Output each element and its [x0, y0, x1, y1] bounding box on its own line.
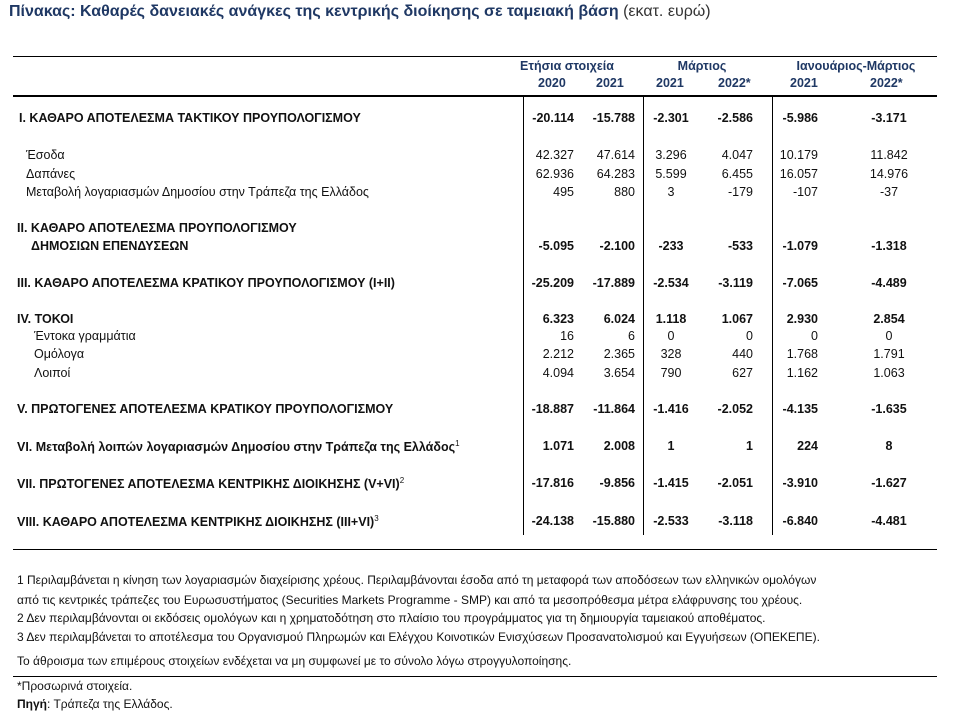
table-cell: 62.936 — [535, 167, 574, 181]
table-cell: 328 — [660, 347, 682, 361]
table-cell: 16 — [560, 329, 574, 343]
footnote-ref: 2 — [399, 476, 405, 485]
table-cell: 42.327 — [535, 148, 574, 162]
table-cell: 0 — [746, 329, 753, 343]
row-label: III. ΚΑΘΑΡΟ ΑΠΟΤΕΛΕΣΜΑ ΚΡΑΤΙΚΟΥ ΠΡΟΥΠΟΛΟΓΙΣΜΟΥ (I+II) — [17, 276, 395, 290]
footnote-line: 3 Δεν περιλαμβάνεται το αποτέλεσμα του Οργανισμού Πληρωμών και Ελέγχου Κοινοτικών Ενισχύσεων Προσανατολισμού και Εγγυήσεων (ΟΠΕΚΕΠΕ). — [17, 630, 820, 644]
year-header: 2022* — [870, 76, 903, 90]
table-cell: -1.416 — [653, 402, 689, 416]
table-cell: -233 — [658, 239, 684, 253]
table-row — [0, 221, 956, 257]
provisional-note: *Προσωρινά στοιχεία. — [17, 679, 133, 693]
table-cell: -1.079 — [782, 239, 818, 253]
table-cell: -3.119 — [718, 276, 753, 290]
footnote-line: 2 Δεν περιλαμβάνονται οι εκδόσεις ομολόγων και η χρηματοδότηση στο πλαίσιο του προγράμματος για τη δημιουργία ταμειακού αποθέματος. — [17, 611, 766, 625]
row-label: VII. ΠΡΩΤΟΓΕΝΕΣ ΑΠΟΤΕΛΕΣΜΑ ΚΕΝΤΡΙΚΗΣ ΔΙΟΙΚΗΣΗΣ $(V+VI)^2$ — [17, 476, 405, 491]
source-label: Πηγή — [17, 697, 47, 711]
table-cell: -11.864 — [593, 402, 635, 416]
table-cell: 790 — [660, 366, 682, 380]
table-cell: 10.179 — [779, 148, 818, 162]
footnote-line: 1 Περιλαμβάνεται η κίνηση των λογαριασμών διαχείρισης χρέους. Περιλαμβάνονται έσοδα από τη μεταφορά των αποδόσεων των ελληνικών ομολόγων — [17, 573, 817, 587]
table-cell: -3.910 — [782, 476, 818, 490]
year-header: 2020 — [538, 76, 566, 90]
group-annual: Ετήσια στοιχεία — [520, 59, 614, 73]
table-cell: -1.627 — [871, 476, 907, 490]
table-cell: -5.986 — [782, 111, 818, 125]
table-cell: 4.094 — [542, 366, 574, 380]
header-rule — [13, 95, 937, 97]
year-header: 2022* — [718, 76, 751, 90]
row-label: VIII. ΚΑΘΑΡΟ ΑΠΟΤΕΛΕΣΜΑ ΚΕΝΤΡΙΚΗΣ ΔΙΟΙΚΗΣΗΣ $(III+VI)^3$ — [17, 514, 379, 529]
table-cell: 11.842 — [870, 148, 908, 162]
table-cell: -17.889 — [592, 276, 635, 290]
table-cell: -3.171 — [871, 111, 907, 125]
table-cell: 1.067 — [721, 312, 753, 326]
table-row — [0, 366, 956, 384]
table-cell: 4.047 — [721, 148, 753, 162]
source-line — [17, 696, 173, 713]
table-cell: -9.856 — [599, 476, 635, 490]
table-row — [0, 148, 956, 166]
table-cell: 1 — [746, 439, 753, 453]
table-cell: 1 — [667, 439, 675, 453]
row-label: V. ΠΡΩΤΟΓΕΝΕΣ ΑΠΟΤΕΛΕΣΜΑ ΚΡΑΤΙΚΟΥ ΠΡΟΥΠΟΛΟΓΙΣΜΟΥ — [17, 402, 394, 416]
group-jan-march: Ιανουάριος-Μάρτιος — [796, 59, 916, 73]
row-label: Δαπάνες — [26, 167, 76, 181]
table-cell: 0 — [667, 329, 675, 343]
table-cell: 8 — [885, 439, 893, 453]
table-cell: 1.118 — [655, 312, 687, 326]
table-cell: 880 — [614, 185, 635, 199]
table-row — [0, 312, 956, 330]
row-label: II. ΚΑΘΑΡΟ ΑΠΟΤΕΛΕΣΜΑ ΠΡΟΥΠΟΛΟΓΙΣΜΟΥ — [17, 221, 297, 235]
table-row — [0, 185, 956, 203]
table-cell: 1.071 — [542, 439, 574, 453]
table-cell: 627 — [732, 366, 753, 380]
title-text: Πίνακας: Καθαρές δανειακές ανάγκες της κεντρικής διοίκησης σε ταμειακή βάση — [9, 3, 619, 20]
table-cell: -2.100 — [599, 239, 635, 253]
table-cell: -4.481 — [871, 514, 907, 528]
row-label: Έσοδα — [26, 148, 65, 162]
table-cell: -37 — [879, 185, 899, 199]
table-cell: 0 — [885, 329, 893, 343]
table-cell: 2.365 — [603, 347, 635, 361]
table-cell: 6 — [628, 329, 635, 343]
table-cell: 2.854 — [873, 312, 905, 326]
table-cell: 224 — [797, 439, 818, 453]
table-cell: -4.489 — [871, 276, 907, 290]
table-cell: 47.614 — [596, 148, 635, 162]
table-cell: -2.533 — [653, 514, 689, 528]
table-cell: -25.209 — [531, 276, 574, 290]
table-cell: 1.791 — [873, 347, 905, 361]
row-label: Έντοκα γραμμάτια — [34, 329, 136, 343]
table-row — [0, 514, 956, 532]
table-cell: -5.095 — [538, 239, 574, 253]
table-cell: 0 — [811, 329, 818, 343]
table-cell: -2.301 — [653, 111, 689, 125]
footnote-rule — [13, 676, 937, 677]
table-row — [0, 439, 956, 457]
year-header: 2021 — [790, 76, 818, 90]
table-cell: 1.063 — [873, 366, 905, 380]
table-cell: 5.599 — [655, 167, 687, 181]
table-cell: 6.323 — [542, 312, 574, 326]
table-cell: 6.024 — [603, 312, 635, 326]
row-label: I. ΚΑΘΑΡΟ ΑΠΟΤΕΛΕΣΜΑ ΤΑΚΤΙΚΟΥ ΠΡΟΥΠΟΛΟΓΙΣΜΟΥ — [19, 111, 361, 125]
table-cell: -18.887 — [531, 402, 574, 416]
table-cell: 2.008 — [603, 439, 635, 453]
table-row — [0, 402, 956, 420]
table-title — [9, 3, 711, 21]
top-rule — [13, 56, 937, 57]
table-cell: -1.318 — [871, 239, 907, 253]
table-cell: -179 — [727, 185, 753, 199]
row-label: Μεταβολή λογαριασμών Δημοσίου στην Τράπεζα της Ελλάδος — [26, 185, 369, 199]
table-cell: -6.840 — [782, 514, 818, 528]
table-cell: -2.052 — [717, 402, 753, 416]
table-cell: -4.135 — [782, 402, 818, 416]
footnote-ref: 3 — [374, 514, 379, 523]
table-cell: -107 — [792, 185, 818, 199]
table-cell: -2.586 — [717, 111, 753, 125]
table-cell: 3 — [667, 185, 675, 199]
table-cell: -1.635 — [871, 402, 907, 416]
table-cell: 3.296 — [655, 148, 687, 162]
table-cell: -24.138 — [531, 514, 574, 528]
table-cell: -1.415 — [653, 476, 689, 490]
table-cell: -15.788 — [592, 111, 635, 125]
group-march: Μάρτιος — [677, 59, 727, 73]
table-cell: -17.816 — [531, 476, 574, 490]
year-header: 2021 — [656, 76, 684, 90]
row-label: IV. ΤΟΚΟΙ — [17, 312, 74, 326]
row-label: Ομόλογα — [34, 347, 85, 361]
table-cell: 16.057 — [779, 167, 818, 181]
table-row — [0, 111, 956, 129]
footnote-line: Το άθροισμα των επιμέρους στοιχείων ενδέχεται να μη συμφωνεί με το σύνολο λόγω στρογγυλοποίησης. — [17, 654, 572, 668]
table-cell: -3.118 — [718, 514, 753, 528]
table-cell: 495 — [553, 185, 574, 199]
table-cell: -7.065 — [782, 276, 818, 290]
source-text: : Τράπεζα της Ελλάδος. — [47, 697, 173, 711]
table-cell: 64.283 — [596, 167, 635, 181]
table-row — [0, 476, 956, 494]
table-row — [0, 167, 956, 185]
year-header: 2021 — [596, 76, 624, 90]
row-label-continuation: ΔΗΜΟΣΙΩΝ ΕΠΕΝΔΥΣΕΩΝ — [31, 239, 189, 253]
table-row — [0, 329, 956, 347]
table-cell: 440 — [732, 347, 753, 361]
table-cell: 1.768 — [786, 347, 818, 361]
table-cell: -15.880 — [592, 514, 635, 528]
footnote-ref: 1 — [455, 439, 460, 448]
table-cell: 6.455 — [721, 167, 753, 181]
row-label: VI. Μεταβολή λοιπών λογαριασμών Δημοσίου στην Τράπεζα της Ελλάδος$^1$ — [17, 439, 460, 454]
table-cell: 2.930 — [786, 312, 818, 326]
table-cell: -20.114 — [532, 111, 574, 125]
table-row — [0, 276, 956, 294]
title-unit: (εκατ. ευρώ) — [623, 3, 711, 20]
table-cell: -2.534 — [653, 276, 689, 290]
bottom-rule — [13, 549, 937, 550]
table-cell: 1.162 — [786, 366, 818, 380]
table-cell: 2.212 — [542, 347, 574, 361]
table-cell: -533 — [727, 239, 753, 253]
table-cell: -2.051 — [717, 476, 753, 490]
row-label: Λοιποί — [34, 366, 71, 380]
table-cell: 3.654 — [603, 366, 635, 380]
table-row — [0, 347, 956, 365]
table-cell: 14.976 — [869, 167, 909, 181]
footnote-line: από τις κεντρικές τράπεζες του Ευρωσυστήματος (Securities Markets Programme - SMP) και από τα μεσοπρόθεσμα μέτρα ελάφρυνσης του χρέους. — [17, 593, 803, 607]
